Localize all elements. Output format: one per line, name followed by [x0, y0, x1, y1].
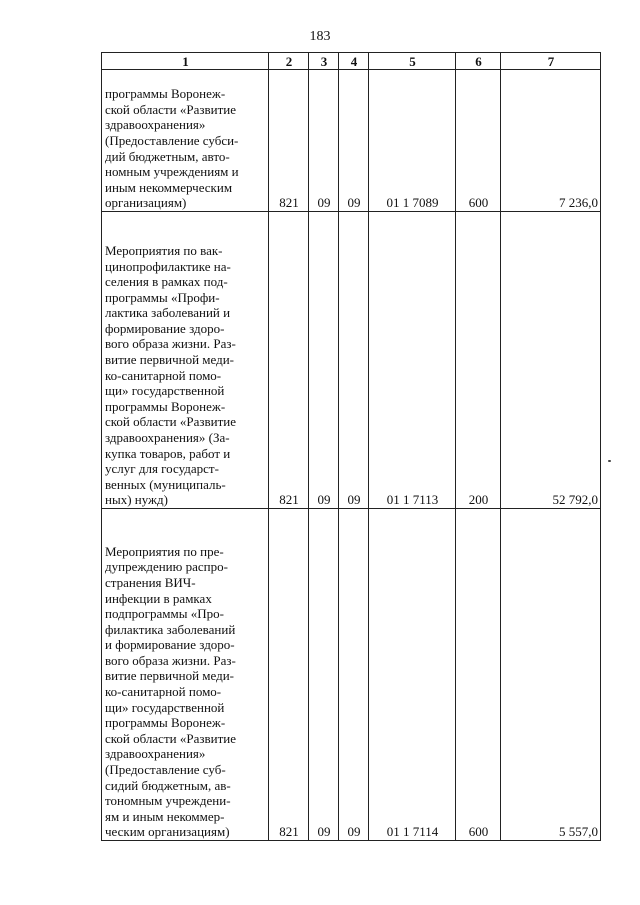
- column-header-5: 5: [369, 53, 456, 70]
- target-article-cell: 01 1 7114: [369, 509, 456, 841]
- section-code-cell: 09: [309, 509, 339, 841]
- target-article-cell: 01 1 7089: [369, 70, 456, 212]
- subsection-code-cell: 09: [339, 212, 369, 509]
- subsection-code-cell: 09: [339, 70, 369, 212]
- subsection-code-cell: 09: [339, 509, 369, 841]
- amount-cell: 5 557,0: [501, 509, 601, 841]
- column-header-7: 7: [501, 53, 601, 70]
- table-row: [102, 509, 601, 841]
- expense-name-cell: Мероприятия по пре- дупреждению распро- странения ВИЧ- инфекции в рамках подпрограммы «Про- филактика заболеваний и формирование здоро- вого образа жизни. Раз- витие первичной меди- ко-санитарной помо- щи» государственной программы Воронеж- ской области «Развитие здравоохранения» (Предоставление суб- сидий бюджетным, ав- тономным учреждени- ям и иным некоммер- ческим организациям): [102, 509, 269, 841]
- target-article-cell: 01 1 7113: [369, 212, 456, 509]
- expense-type-cell: 200: [456, 212, 501, 509]
- header-row: [102, 53, 601, 70]
- expense-type-cell: 600: [456, 509, 501, 841]
- amount-cell: 7 236,0: [501, 70, 601, 212]
- column-header-3: 3: [309, 53, 339, 70]
- table-row: [102, 70, 601, 212]
- section-code-cell: 09: [309, 212, 339, 509]
- column-header-6: 6: [456, 53, 501, 70]
- table-row: [102, 212, 601, 509]
- expense-type-cell: 600: [456, 70, 501, 212]
- expense-name-cell: программы Воронеж- ской области «Развитие здравоохранения» (Предоставление субси- дий бюджетным, авто- номным учреждениям и иным некоммерческим организациям): [102, 70, 269, 212]
- ministry-code-cell: 821: [269, 212, 309, 509]
- column-header-1: 1: [102, 53, 269, 70]
- scan-speck: [608, 460, 611, 462]
- section-code-cell: 09: [309, 70, 339, 212]
- column-header-4: 4: [339, 53, 369, 70]
- ministry-code-cell: 821: [269, 509, 309, 841]
- column-header-2: 2: [269, 53, 309, 70]
- amount-cell: 52 792,0: [501, 212, 601, 509]
- page-number: 183: [309, 29, 331, 44]
- budget-table: [101, 52, 601, 841]
- expense-name-cell: Мероприятия по вак- цинопрофилактике на- селения в рамках под- программы «Профи- лактика заболеваний и формирование здоро- вого образа жизни. Раз- витие первичной меди- ко-санитарной помо- щи» государственной программы Воронеж- ской области «Развитие здравоохранения» (За- купка товаров, работ и услуг для государст- венных (муниципаль- ных) нужд): [102, 212, 269, 509]
- ministry-code-cell: 821: [269, 70, 309, 212]
